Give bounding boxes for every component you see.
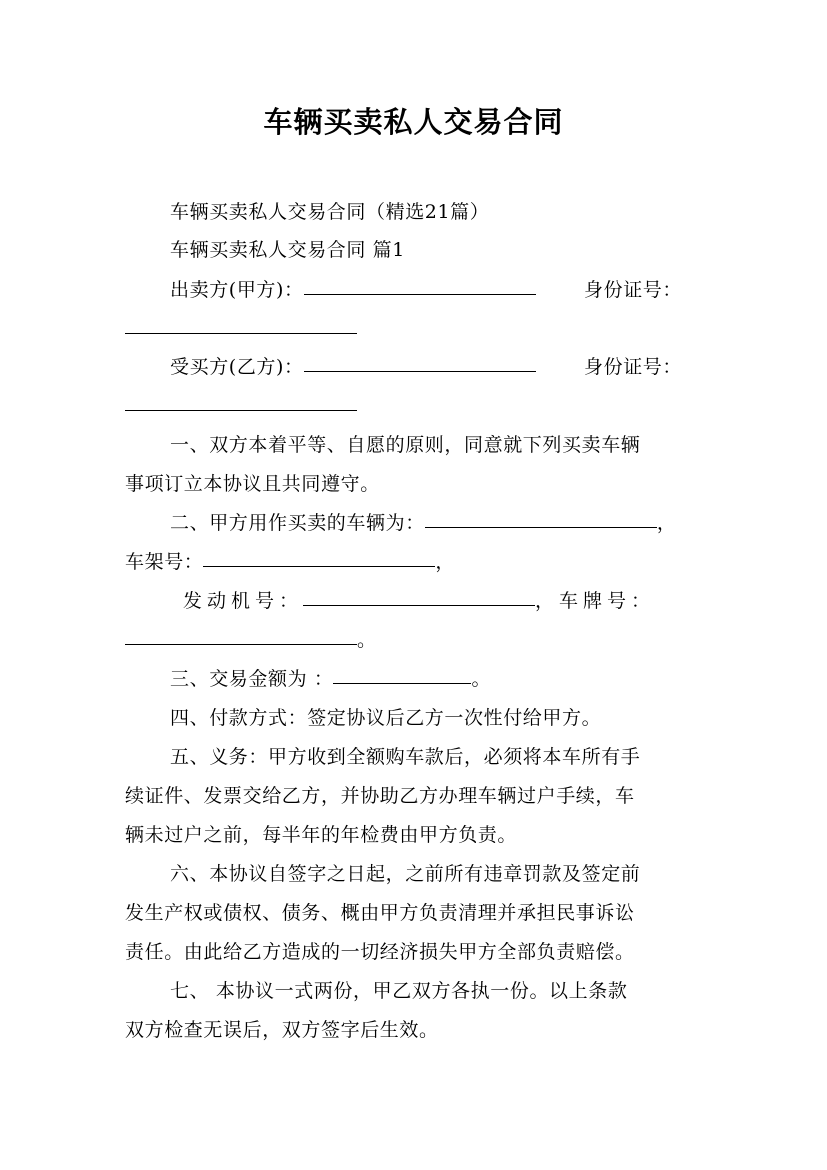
subtitle: 车辆买卖私人交易合同（精选21篇） <box>170 201 490 223</box>
plate-number-blank <box>125 624 357 645</box>
plate-period: 。 <box>357 629 377 651</box>
clause5-line3: 辆未过户之前，每半年的年检费由甲方负责。 <box>125 824 518 846</box>
buyer-id-blank <box>125 390 357 411</box>
clause5-line1: 五、义务：甲方收到全额购车款后，必须将本车所有手 <box>170 746 641 768</box>
clause3-period: 。 <box>471 668 492 690</box>
document-title: 车辆买卖私人交易合同 <box>263 105 564 139</box>
section-heading: 车辆买卖私人交易合同 篇1 <box>170 239 405 261</box>
engine-number-blank <box>303 585 535 606</box>
clause7-line2: 双方检查无误后，双方签字后生效。 <box>125 1019 439 1041</box>
clause2-line4 <box>125 625 705 655</box>
clause2-comma: ， <box>656 512 677 534</box>
amount-blank <box>333 663 471 684</box>
buyer-line <box>170 352 750 382</box>
buyer-id-label: 身份证号： <box>584 356 683 378</box>
clause2-line1 <box>170 508 750 538</box>
clause5-line2: 续证件、发票交给乙方，并协助乙方办理车辆过户手续，车 <box>125 785 635 807</box>
seller-name-blank <box>304 274 536 295</box>
clause2-prefix: 二、甲方用作买卖的车辆为： <box>170 512 425 534</box>
clause3-line <box>170 664 750 694</box>
vehicle-blank <box>425 507 657 528</box>
seller-id-label: 身份证号： <box>584 279 683 301</box>
clause7-line1: 七、 本协议一式两份，甲乙双方各执一份。以上条款 <box>170 980 628 1002</box>
frame-label: 车架号： <box>125 551 204 573</box>
clause2-line3 <box>183 586 763 616</box>
seller-line <box>170 275 750 305</box>
clause6-line3: 责任。由此给乙方造成的一切经济损失甲方全部负责赔偿。 <box>125 941 635 963</box>
buyer-name-blank <box>304 351 536 372</box>
seller-id-line <box>125 314 705 344</box>
frame-number-blank <box>203 546 435 567</box>
buyer-label: 受买方(乙方)： <box>170 356 304 378</box>
seller-label: 出卖方(甲方)： <box>170 279 304 301</box>
plate-label: ，车牌号： <box>535 590 656 612</box>
clause4-line: 四、付款方式：签定协议后乙方一次性付给甲方。 <box>170 707 602 729</box>
clause2-line2 <box>125 547 705 577</box>
clause3-prefix: 三、交易金额为 ： <box>170 668 334 690</box>
clause1-line1: 一、双方本着平等、自愿的原则，同意就下列买卖车辆 <box>170 434 641 456</box>
seller-id-blank <box>125 313 357 334</box>
clause6-line1: 六、本协议自签字之日起，之前所有违章罚款及签定前 <box>170 863 641 885</box>
clause6-line2: 发生产权或债权、债务、概由甲方负责清理并承担民事诉讼 <box>125 902 635 924</box>
clause1-line2: 事项订立本协议且共同遵守。 <box>125 473 380 495</box>
frame-comma: ， <box>435 551 456 573</box>
buyer-id-line <box>125 391 705 421</box>
engine-label: 发动机号： <box>183 590 304 612</box>
